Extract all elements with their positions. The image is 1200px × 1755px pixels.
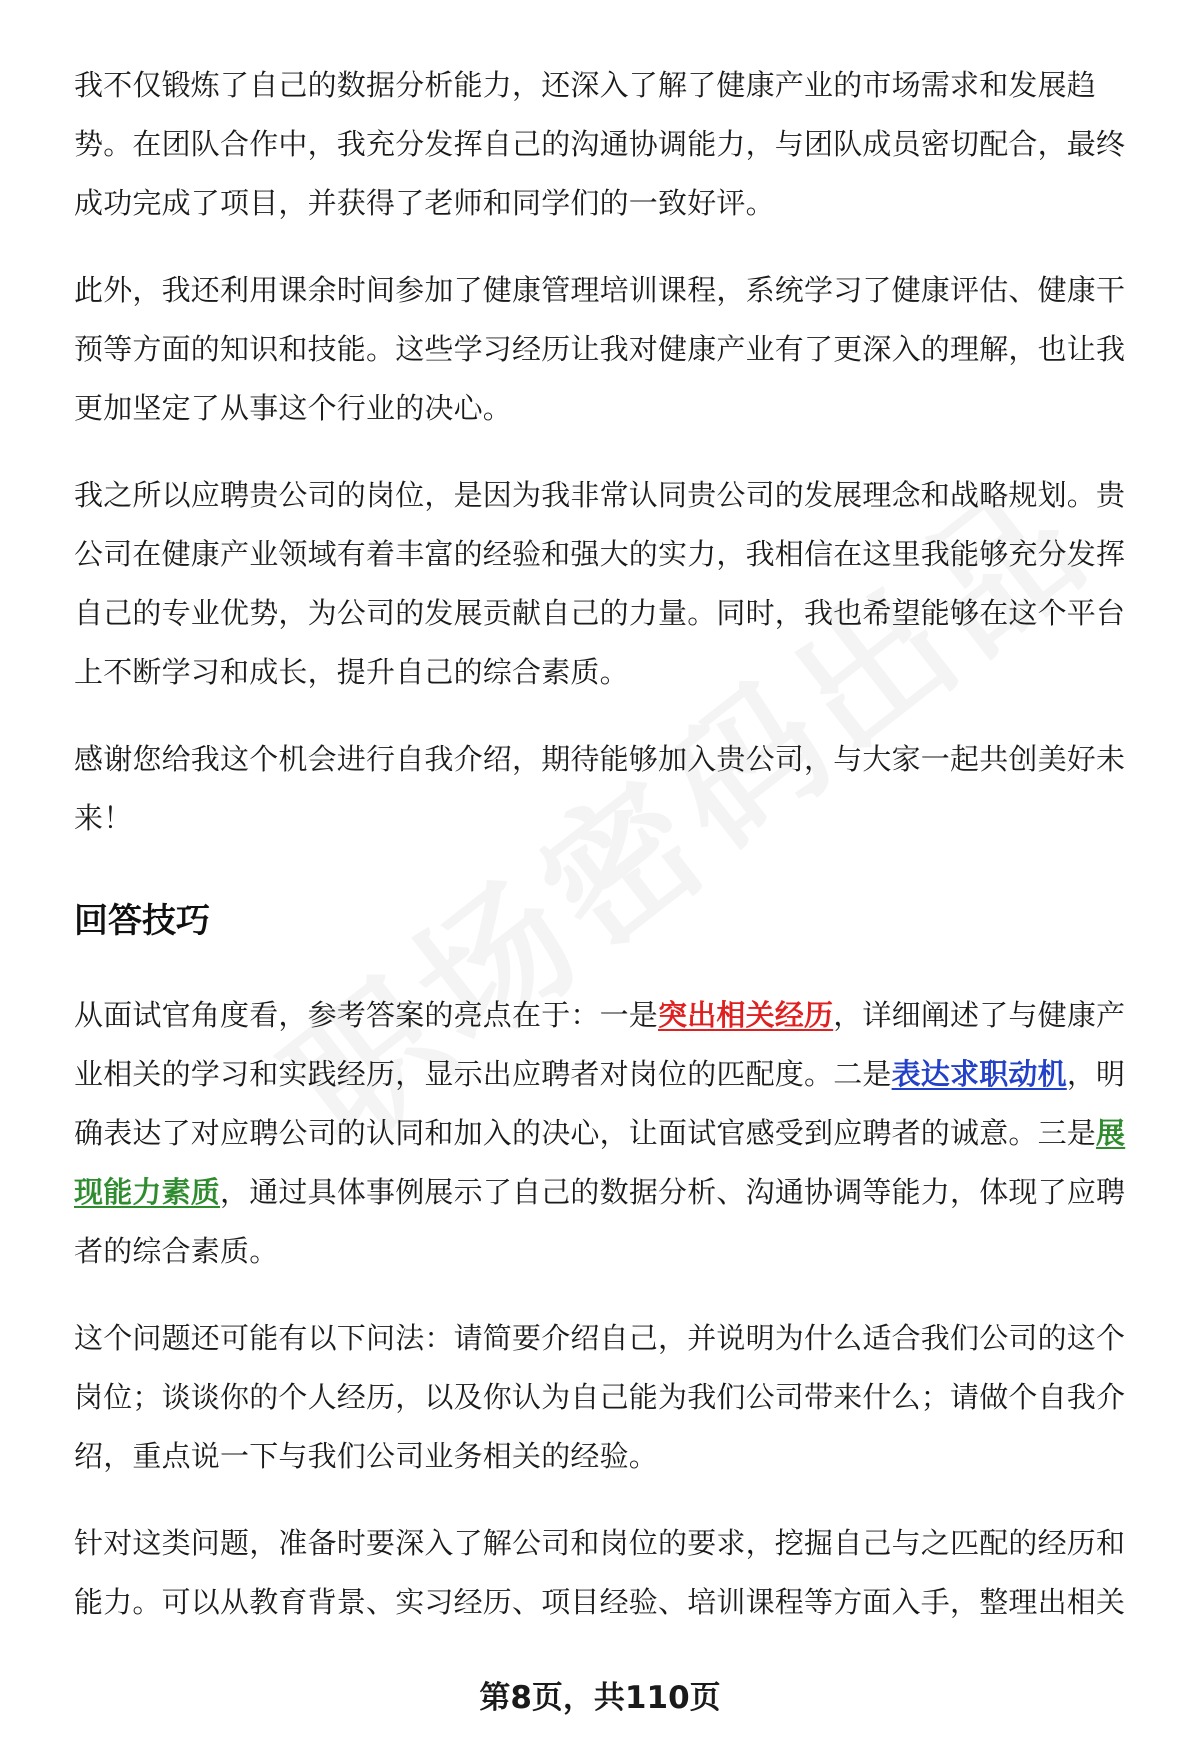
highlight-relevant-experience: 突出相关经历	[658, 998, 834, 1032]
paragraph-tips	[74, 986, 1128, 1281]
tips-text-4: ，通过具体事例展示了自己的数据分析、沟通协调等能力，体现了应聘者的综合素质。	[74, 1175, 1126, 1268]
paragraph-preparation: 针对这类问题，准备时要深入了解公司和岗位的要求，挖掘自己与之匹配的经历和能力。可以从教育背景、实习经历、项目经验、培训课程等方面入手，整理出相关	[74, 1526, 1126, 1619]
tips-text-2: ，详细阐述了与健康产业相关的学习和实践经历，显示出应聘者对岗位的匹配度。二是	[74, 998, 1126, 1091]
section-heading: 回答技巧	[74, 901, 210, 941]
paragraph-motivation: 我之所以应聘贵公司的岗位，是因为我非常认同贵公司的发展理念和战略规划。贵公司在健康产业领域有着丰富的经验和强大的实力，我相信在这里我能够充分发挥自己的专业优势，为公司的发展贡献自己的力量。同时，我也希望能够在这个平台上不断学习和成长，提升自己的综合素质。	[74, 478, 1126, 689]
paragraph-training: 此外，我还利用课余时间参加了健康管理培训课程，系统学习了健康评估、健康干预等方面的知识和技能。这些学习经历让我对健康产业有了更深入的理解，也让我更加坚定了从事这个行业的决心。	[74, 273, 1126, 425]
paragraph-alternative-questions: 这个问题还可能有以下问法：请简要介绍自己，并说明为什么适合我们公司的这个岗位；谈谈你的个人经历，以及你认为自己能为我们公司带来什么；请做个自我介绍，重点说一下与我们公司业务相关的经验。	[74, 1321, 1126, 1473]
page-number: 第8页，共110页	[479, 1680, 721, 1716]
paragraph-project-experience: 我不仅锻炼了自己的数据分析能力，还深入了解了健康产业的市场需求和发展趋势。在团队合作中，我充分发挥自己的沟通协调能力，与团队成员密切配合，最终成功完成了项目，并获得了老师和同学们的一致好评。	[74, 68, 1126, 220]
tips-text-3: ，明确表达了对应聘公司的认同和加入的决心，让面试官感受到应聘者的诚意。三是	[74, 1057, 1126, 1150]
tips-text-1: 从面试官角度看，参考答案的亮点在于：一是	[74, 998, 659, 1032]
paragraph-closing: 感谢您给我这个机会进行自我介绍，期待能够加入贵公司，与大家一起共创美好未来！	[74, 742, 1126, 835]
highlight-job-motivation: 表达求职动机	[891, 1057, 1067, 1091]
highlight-ability-quality: 展现能力素质	[74, 1116, 1126, 1209]
